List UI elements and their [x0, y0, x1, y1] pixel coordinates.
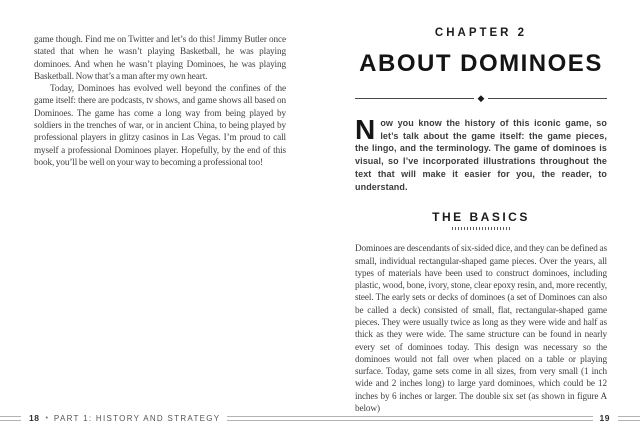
bullet-separator: • — [45, 414, 48, 422]
footer-rule-far-left — [0, 416, 21, 421]
chapter-title: ABOUT DOMINOES — [359, 50, 603, 77]
right-page-body-paragraph: Dominoes are descendants of six-sided dice, and they can be defined as small, individual rectangular-shaped game pieces. Over the years, all types of materials have been used to construct dominoes, including plastic, wood, bone, ivory, stone, clear epoxy resin, and, more recently, steel. The early sets or decks of dominoes (a set of Dominoes can also be called a deck) consisted of small, flat, rectangular-shaped game pieces. They were usually twice as long as they were wide and half as thick as they were wide. The same structure can be found in nearly every set of dominoes today. This design was necessary so the dominoes would not fall over when placed on a table or playing surface. Today, game sets come in all sizes, from very small (1 inch wide and 2 inches long) to large yard dominoes, which could be 12 inches by 6 inches or larger. The double six set (as shown in figure A below) — [355, 243, 607, 414]
section-heading-the-basics: THE BASICS — [432, 210, 530, 225]
left-page-paragraph-1: game though. Find me on Twitter and let’s do this! Jimmy Butler once stated that when he wasn’t playing Basketball, he was playing dominoes. And when he wasn’t playing Dominoes, he was playing Basketball. Now that’s a man after my own heart. — [34, 34, 286, 81]
footer-section-label: PART 1: HISTORY AND STRATEGY — [53, 413, 221, 423]
chapter-divider — [355, 94, 607, 103]
left-page-paragraph-2: Today, Dominoes has evolved well beyond the confines of the game itself: there are podcasts, tv shows, and game shows all based on Dominoes. The game has come a long way from being played by soldiers in the trenches of war, or in ancient China, to being played by professional players in glitzy casinos in Las Vegas. I’m proud to call myself a professional Dominoes player. Hopefully, by the end of this book, you’ll be well on your way to becoming a professional too! — [34, 83, 286, 167]
diamond-icon: ◆ — [477, 93, 485, 103]
left-page-number: 18 — [29, 413, 40, 423]
divider-line-right — [488, 98, 607, 99]
left-page-text-column — [34, 33, 286, 168]
footer — [0, 412, 640, 424]
chapter-label: CHAPTER 2 — [434, 27, 528, 39]
right-page-text-column — [355, 27, 607, 414]
footer-rule-center — [227, 416, 592, 421]
footer-rule-far-right — [618, 416, 640, 421]
heading-underline — [452, 227, 510, 230]
intro-paragraph: Now you know the history of this iconic game, so let’s talk about the game itself: the game pieces, the lingo, and the terminology. The game of dominoes is visual, so I’ve incorporated illustrations throughout the text that will make it easier for you, the reader, to understand. — [355, 114, 607, 192]
divider-line-left — [355, 98, 474, 99]
right-page-number: 19 — [599, 413, 610, 423]
